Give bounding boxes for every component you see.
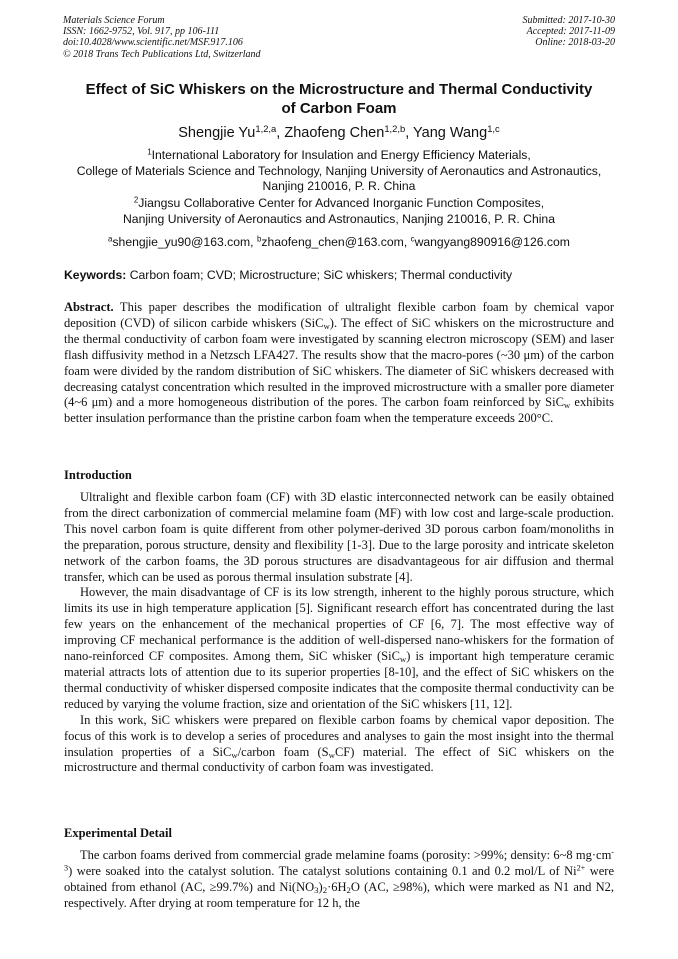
- keywords: [64, 268, 614, 283]
- subscript: 2: [322, 884, 328, 895]
- author-separator: ,: [405, 125, 414, 141]
- affiliation-2: [40, 196, 638, 227]
- email-mark: b: [256, 234, 262, 244]
- email-mark: c: [410, 234, 415, 244]
- author-affiliation-mark: 1,2,a: [255, 122, 277, 134]
- paper-title: [40, 81, 638, 118]
- paragraph-text: /carbon foam (S: [237, 744, 329, 759]
- affiliation-line: Nanjing 210016, P. R. China: [262, 179, 416, 193]
- subscript: w: [231, 749, 238, 760]
- email-address[interactable]: zhaofeng_chen@163.com,: [261, 235, 411, 249]
- paragraph-text: The carbon foams derived from commercial grade melamine foams (porosity: >99%; density: 6~8 mg·cm: [80, 848, 612, 862]
- author-affiliation-mark: 1,c: [487, 122, 500, 134]
- paragraph-text: ) were soaked into the catalyst solution. The catalyst solutions containing 0.1 and 0.2 mol/L of Ni: [68, 863, 577, 878]
- affiliation-number: 2: [133, 195, 139, 205]
- subscript: w: [399, 653, 407, 664]
- paragraph-text: were obtained from ethanol (AC, ≥99.7%) and Ni(NO: [64, 863, 614, 894]
- paragraph-text: ) is important high temperature ceramic material attracts lots of attention due to its superior properties [8-10], and the effect of SiC whiskers on the thermal conductivity of whisker dispersed composite indicates that the composite thermal conductivity can be reduced by varying the volume fraction, size and orientation of the SiC whiskers [11, 12].: [64, 649, 614, 711]
- subscript: w: [323, 320, 330, 331]
- paragraph: [64, 713, 614, 777]
- author-name: Zhaofeng Chen: [284, 125, 385, 141]
- abstract-text: This paper describes the modification of ultralight flexible carbon foam by chemical vapor deposition (CVD) of silicon carbide whiskers (SiC: [64, 300, 614, 330]
- introduction-body: [64, 490, 614, 776]
- author-emails: [40, 235, 638, 250]
- issn-line: ISSN: 1662-9752, Vol. 917, pp 106-111: [63, 26, 220, 38]
- paragraph-text: O (AC, ≥98%), which were marked as N1 and N2, respectively. After drying at room temperature for 12 h, the: [64, 879, 614, 910]
- doi-line: doi:10.4028/www.scientific.net/MSF.917.106: [63, 37, 243, 49]
- abstract-label: Abstract.: [64, 300, 114, 314]
- subscript: w: [563, 400, 571, 411]
- subscript: 3: [314, 884, 319, 895]
- submission-dates: [523, 15, 616, 49]
- author-affiliation-mark: 1,2,b: [384, 122, 406, 134]
- email-address[interactable]: wangyang890916@126.com: [414, 235, 570, 249]
- paragraph: [64, 848, 614, 912]
- affiliation-number: 1: [147, 147, 152, 157]
- affiliation-line: Jiangsu Collaborative Center for Advanced Inorganic Function Composites,: [138, 196, 545, 210]
- submitted-date: Submitted: 2017-10-30: [522, 15, 615, 26]
- author-name: Yang Wang: [413, 125, 488, 141]
- affiliation-1: [40, 148, 638, 195]
- journal-info: [63, 15, 261, 60]
- experimental-body: [64, 848, 614, 912]
- keywords-label: Keywords:: [64, 268, 127, 282]
- affiliation-line: College of Materials Science and Technology, Nanjing University of Aeronautics and Astronautics,: [76, 163, 602, 178]
- email-address[interactable]: shengjie_yu90@163.com,: [112, 235, 257, 249]
- paragraph-text: ): [318, 879, 323, 894]
- author-name: Shengjie Yu: [178, 125, 256, 141]
- author-list: [40, 124, 638, 142]
- paragraph: Ultralight and flexible carbon foam (CF) with 3D elastic interconnected network can be easily obtained from the direct carbonization of commercial melamine foam (MF) with low cost and large-scale production. This novel carbon foam is quite different from other polymer-derived 3D porous carbon foam/monoliths in the preparation, porous structure, density and flexibility [1-3]. Due to the large porosity and intricate skeleton network of the carbon foams, the 3D porous structures are disadvantageous for air diffusion and thermal transfer, which can be used as porous thermal insulation substrate [4].: [64, 490, 614, 584]
- journal-name: Materials Science Forum: [63, 15, 165, 26]
- introduction-heading: Introduction: [64, 468, 132, 482]
- paragraph: [64, 585, 614, 712]
- email-mark: a: [108, 234, 113, 244]
- copyright-line: © 2018 Trans Tech Publications Ltd, Switzerland: [63, 48, 261, 60]
- paragraph-text: ·6H: [327, 879, 347, 894]
- title-line-2: of Carbon Foam: [281, 99, 397, 117]
- keywords-text: Carbon foam; CVD; Microstructure; SiC whiskers; Thermal conductivity: [126, 268, 513, 282]
- subscript: w: [328, 749, 335, 760]
- online-date: Online: 2018-03-20: [535, 37, 615, 49]
- paragraph-text: CF) material. The effect of SiC whiskers on the microstructure and thermal conductivity of carbon foam was investigated.: [64, 744, 614, 775]
- abstract-text: exhibits better insulation performance than the pristine carbon foam when the temperature exceeds 200°C.: [64, 395, 614, 426]
- superscript: 2+: [576, 863, 586, 873]
- affiliation-line: International Laboratory for Insulation and Energy Efficiency Materials,: [151, 148, 531, 162]
- title-line-1: Effect of SiC Whiskers on the Microstructure and Thermal Conductivity: [85, 81, 593, 98]
- affiliation-line: Nanjing University of Aeronautics and Astronautics, Nanjing 210016, P. R. China: [122, 211, 555, 226]
- paragraph-text: In this work, SiC whiskers were prepared on flexible carbon foams by chemical vapor deposition. The focus of this work is to develop a series of procedures and analyses to gain the most insight into the thermal insulation properties of a SiC: [64, 712, 614, 759]
- paragraph-text: However, the main disadvantage of CF is its low strength, inherent to the highly porous structure, which limits its use in high temperature application [5]. Significant research effort has concentrated during the last few years on the enhancement of the mechanical properties of CF [6, 7]. The most effective way of improving CF mechanical performance is the addition of well-dispersed nano-whiskers for the formation of nano-reinforced CF composites. Among them, SiC whisker (SiC: [64, 585, 614, 664]
- abstract-text: ). The effect of SiC whiskers on the microstructure and the thermal conductivity of carbon foam were investigated by scanning electron microscopy (SEM) and laser flash diffusivity method in a Netzsch LFA427. The results show that the macro-pores (~30 μm) of the carbon foam were divided by the random distribution of SiC whiskers. The diameter of SiC whiskers decreased with decreasing catalyst concentration which resulted in the improved microstructure with a smaller pore diameter (4~6 μm) and a more homogeneous distribution of the pores. The carbon foam reinforced by SiC: [64, 315, 614, 410]
- superscript: -3: [64, 847, 614, 873]
- accepted-date: Accepted: 2017-11-09: [526, 26, 615, 38]
- experimental-heading: Experimental Detail: [64, 826, 172, 840]
- abstract: [64, 300, 614, 427]
- author-separator: ,: [276, 125, 285, 141]
- subscript: 2: [346, 884, 351, 895]
